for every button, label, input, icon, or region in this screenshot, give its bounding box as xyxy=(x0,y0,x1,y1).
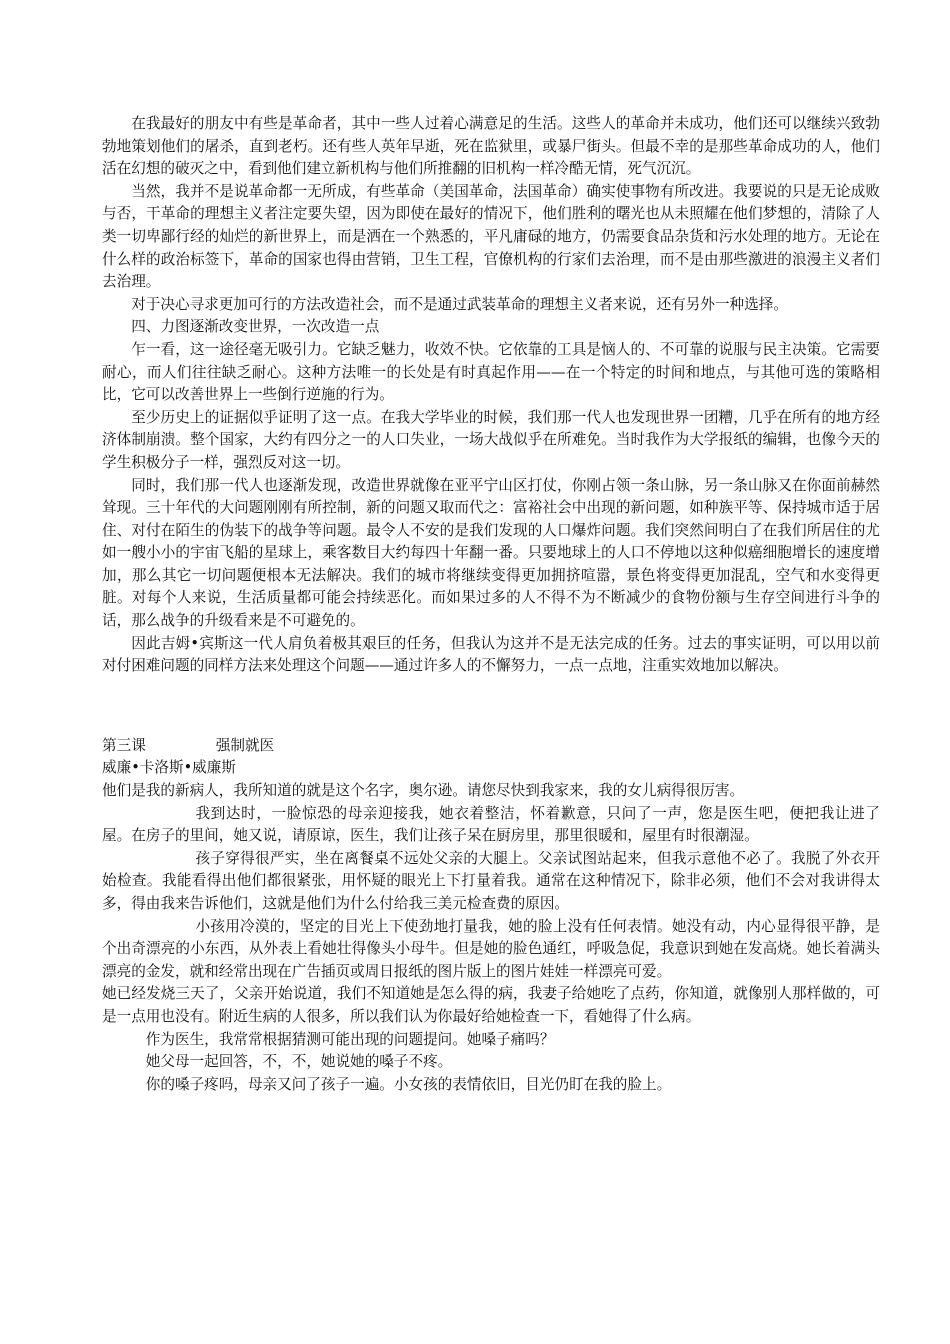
lesson-title: 强制就医 xyxy=(215,736,275,754)
paragraph-gradual-change: 乍一看，这一途径毫无吸引力。它缺乏魅力，收效不快。它依靠的工具是恼人的、不可靠的说服与民主决策。它需要耐心，而人们往往缺乏耐心。这种方法唯一的长处是有时真起作用——在一个特定的时间和地点，与其他可选的策略相比，它可以改善世界上一些倒行逆施的行为。 xyxy=(102,340,880,404)
paragraph-revolution-results: 当然，我并不是说革命都一无所成，有些革命（美国革命，法国革命）确实使事物有所改进。我要说的只是无论成败与否，干革命的理想主义者注定要失望，因为即使在最好的情况下，他们胜利的曙光也从未照耀在他们梦想的，清除了人类一切卑鄙行经的灿烂的新世界上，而是洒在一个熟悉的，平凡庸碌的地方，仍需要食品杂货和污水处理的地方。无论在什么样的政治标签下，革命的国家也得由营销，卫生工程，官僚机构的行家们去治理，而不是由那些激进的浪漫主义者们去治理。 xyxy=(102,182,880,291)
lesson-number: 第三课 xyxy=(102,736,146,754)
story-paragraph: 小孩用冷漠的，坚定的目光上下使劲地打量我，她的脸上没有任何表情。她没有动，内心显得很平静，是个出奇漂亮的小东西，从外表上看她壮得像头小母牛。但是她的脸色通红，呼吸急促，我意识到她在发高烧。她长着满头漂亮的金发，就和经常出现在广告插页或周日报纸的图片版上的图片娃娃一样漂亮可爱。 xyxy=(102,917,880,980)
lesson-heading xyxy=(102,735,880,758)
story-paragraph: 她已经发烧三天了，父亲开始说道，我们不知道她是怎么得的病，我妻子给她吃了点药，你知道，就像别人那样做的，可是一点用也没有。附近生病的人很多，所以我们认为你最好给她检查一下，看她得了什么病。 xyxy=(102,985,880,1025)
story-paragraph: 孩子穿得很严实，坐在离餐桌不远处父亲的大腿上。父亲试图站起来，但我示意他不必了。我脱了外衣开始检查。我能看得出他们都很紧张，用怀疑的眼光上下打量着我。通常在这种情况下，除非必须，他们不会对我讲得太多，得由我来告诉他们，这就是他们为什么付给我三美元检查费的原因。 xyxy=(102,849,880,912)
lesson-author: 威廉•卡洛斯•威廉斯 xyxy=(102,759,236,777)
paragraph-revolutionaries: 在我最好的朋友中有些是革命者，其中一些人过着心满意足的生活。这些人的革命并未成功，他们还可以继续兴致勃勃地策划他们的屠杀，直到老朽。还有些人英年早逝，死在监狱里，或暴尸街头。但最不幸的是那些革命成功的人，他们活在幻想的破灭之中，看到他们建立新机构与他们所推翻的旧机构一样冷酷无情，死气沉沉。 xyxy=(102,115,880,178)
story-paragraph: 他们是我的新病人，我所知道的就是这个名字，奥尔逊。请您尽快到我家来，我的女儿病得很厉害。 xyxy=(102,782,745,800)
section-spacer xyxy=(102,678,880,735)
paragraph-conclusion: 因此吉姆•宾斯这一代人肩负着极其艰巨的任务，但我认为这并不是无法完成的任务。过去的事实证明，可以用以前对付困难问题的同样方法来处理这个问题——通过许多人的不懈努力，一点一点地，注重实效地加以解决。 xyxy=(102,634,880,675)
story-paragraph: 我到达时，一脸惊恐的母亲迎接我，她衣着整洁，怀着歉意，只问了一声，您是医生吧，便把我让进了屋。在房子的里间，她又说，请原谅，医生，我们让孩子呆在厨房里，那里很暖和，屋里有时很潮湿。 xyxy=(102,804,880,845)
story-paragraph: 作为医生，我常常根据猜测可能出现的问题提问。她嗓子痛吗？ xyxy=(145,1030,555,1048)
paragraph-new-problems: 同时，我们那一代人也逐渐发现，改造世界就像在亚平宁山区打仗，你刚占领一条山脉，另一条山脉又在你面前赫然耸现。三十年代的大问题刚刚有所控制，新的问题又取而代之：富裕社会中出现的新问题，如种族平等、保持城市适于居住、对付在陌生的伪装下的战争等问题。最令人不安的是我们发现的人口爆炸问题。我们突然间明白了在我们所居住的尤如一艘小小的宇宙飞船的星球上，乘客数目大约每四十年翻一番。只要地球上的人口不停地以这种似癌细胞增长的速度增加，那么其它一切问题便根本无法解决。我们的城市将继续变得更加拥挤喧嚣，景色将变得更加混乱，空气和水变得更脏。对每个人来说，生活质量都可能会持续恶化。而如果过多的人不得不为不断减少的食物份额与生存空间进行斗争的话，那么战争的升级看来是不可避免的。 xyxy=(102,476,880,630)
story-paragraph: 她父母一起回答，不，不，她说她的嗓子不疼。 xyxy=(145,1053,453,1071)
section-heading: 四、力图逐渐改变世界，一次改造一点 xyxy=(131,318,380,336)
story-paragraph: 你的嗓子疼吗，母亲又问了孩子一遍。小女孩的表情依旧，目光仍盯在我的脸上。 xyxy=(145,1075,672,1093)
document-page xyxy=(102,113,880,1096)
paragraph-historical-evidence: 至少历史上的证据似乎证明了这一点。在我大学毕业的时候，我们那一代人也发现世界一团糟，几乎在所有的地方经济体制崩溃。整个国家，大约有四分之一的人口失业，一场大战似乎在所难免。当时我作为大学报纸的编辑，也像今天的学生积极分子一样，强烈反对这一切。 xyxy=(102,408,880,471)
paragraph-alternative-choice: 对于决心寻求更加可行的方法改造社会，而不是通过武装革命的理想主义者来说，还有另外一种选择。 xyxy=(131,295,788,313)
